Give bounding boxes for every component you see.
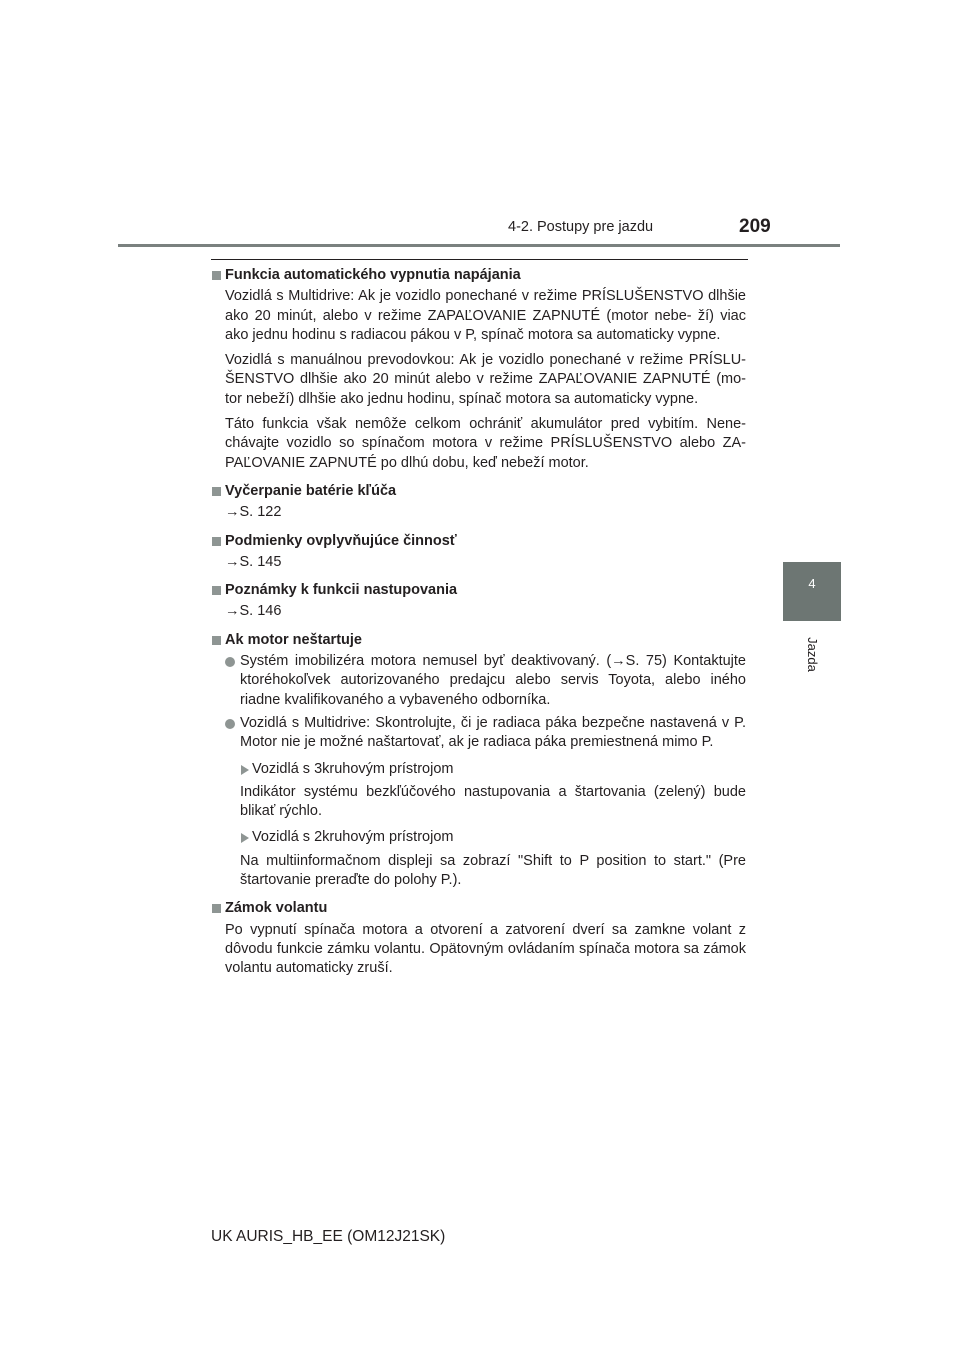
footer-code: UK AURIS_HB_EE (OM12J21SK): [211, 1228, 446, 1245]
circle-bullet-icon: [225, 719, 235, 729]
chapter-number: 4: [808, 576, 816, 591]
bullet-item: [212, 714, 746, 753]
circle-bullet-icon: [225, 657, 235, 667]
square-bullet-icon: [212, 487, 221, 496]
heading-text: Funkcia automatického vypnutia napájania: [225, 267, 521, 283]
chapter-label-text: Jazda: [804, 636, 820, 672]
square-bullet-icon: [212, 904, 221, 913]
page-reference: →S. 122: [225, 504, 282, 521]
square-bullet-icon: [212, 586, 221, 595]
sub-heading: [212, 828, 746, 847]
paragraph: Vozidlá s manuálnou prevodovkou: Ak je vozidlo ponechané v režime PRÍSLU- ŠENSTVO dlhšie ako 20 minút alebo v režime ZAPAĽOVANIE ZAPNUTÉ (mo- tor nebeží) dlhšie ako jednu hodinu, spínač motora sa automaticky vypne.: [225, 352, 746, 407]
square-bullet-icon: [212, 271, 221, 280]
sub-heading-text: Vozidlá s 3kruhovým prístrojom: [252, 760, 454, 777]
section-heading: [212, 899, 746, 918]
paragraph: Vozidlá s Multidrive: Ak je vozidlo ponechané v režime PRÍSLUŠENSTVO dlhšie ako 20 minút, alebo v režime ZAPAĽOVANIE ZAPNUTÉ (motor nebe- ží) viac ako jednu hodinu s radiacou pákou v P, spínač motora sa automaticky vypne.: [225, 288, 746, 343]
paragraph: Na multiinformačnom displeji sa zobrazí "Shift to P position to start." (Pre štartovanie preraďte do polohy P.).: [240, 852, 746, 889]
content-top-rule: [211, 259, 748, 260]
heading-text: Ak motor neštartuje: [225, 631, 362, 648]
page-reference: →S. 146: [225, 603, 282, 620]
section-title: 4-2. Postupy pre jazdu: [508, 219, 654, 235]
square-bullet-icon: [212, 636, 221, 645]
chapter-label: [783, 624, 841, 684]
heading-text: Podmienky ovplyvňujúce činnosť: [225, 532, 457, 549]
page-number: 209: [739, 216, 771, 237]
section-heading: [212, 532, 746, 551]
heading-text: Poznámky k funkcii nastupovania: [225, 582, 458, 599]
square-bullet-icon: [212, 537, 221, 546]
triangle-bullet-icon: [241, 765, 249, 775]
section-heading: [212, 266, 746, 285]
page-reference: →S. 145: [225, 553, 282, 570]
paragraph: Táto funkcia však nemôže celkom ochrániť akumulátor pred vybitím. Nene- chávajte vozidlo so spínačom motora v režime PRÍSLUŠENSTVO alebo ZA- PAĽOVANIE ZAPNUTÉ po dlhú dobu, keď nebeží motor.: [225, 416, 746, 471]
sub-heading: [212, 760, 746, 779]
bullet-text: Vozidlá s Multidrive: Skontrolujte, či je radiaca páka bezpečne nastavená v P. Motor nie je možné naštartovať, ak je radiaca páka premiestnená mimo P.: [240, 714, 746, 751]
chapter-tab: [783, 562, 841, 621]
paragraph: Po vypnutí spínača motora a otvorení a zatvorení dverí sa zamkne volant z dôvodu funkcie zámku volantu. Opätovným ovládaním spínača motora sa zámok volantu automaticky zruší.: [225, 921, 746, 977]
heading-text: Vyčerpanie batérie kľúča: [225, 482, 397, 499]
section-heading: [212, 482, 746, 501]
section-heading: [212, 581, 746, 600]
section-heading: [212, 631, 746, 650]
header-rule: [118, 244, 840, 247]
bullet-text: Systém imobilizéra motora nemusel byť deaktivovaný. (→S. 75) Kontaktujte ktoréhokoľvek autorizovaného predajcu alebo servis Toyota, alebo iného riadne kvalifikovaného a vybaveného odborníka.: [240, 653, 746, 708]
page-content: [212, 266, 746, 979]
bullet-item: [212, 652, 746, 710]
heading-text: Zámok volantu: [225, 900, 328, 917]
triangle-bullet-icon: [241, 833, 249, 843]
paragraph: Indikátor systému bezkľúčového nastupovania a štartovania (zelený) bude blikať rýchlo.: [240, 783, 746, 820]
sub-heading-text: Vozidlá s 2kruhovým prístrojom: [252, 829, 454, 846]
